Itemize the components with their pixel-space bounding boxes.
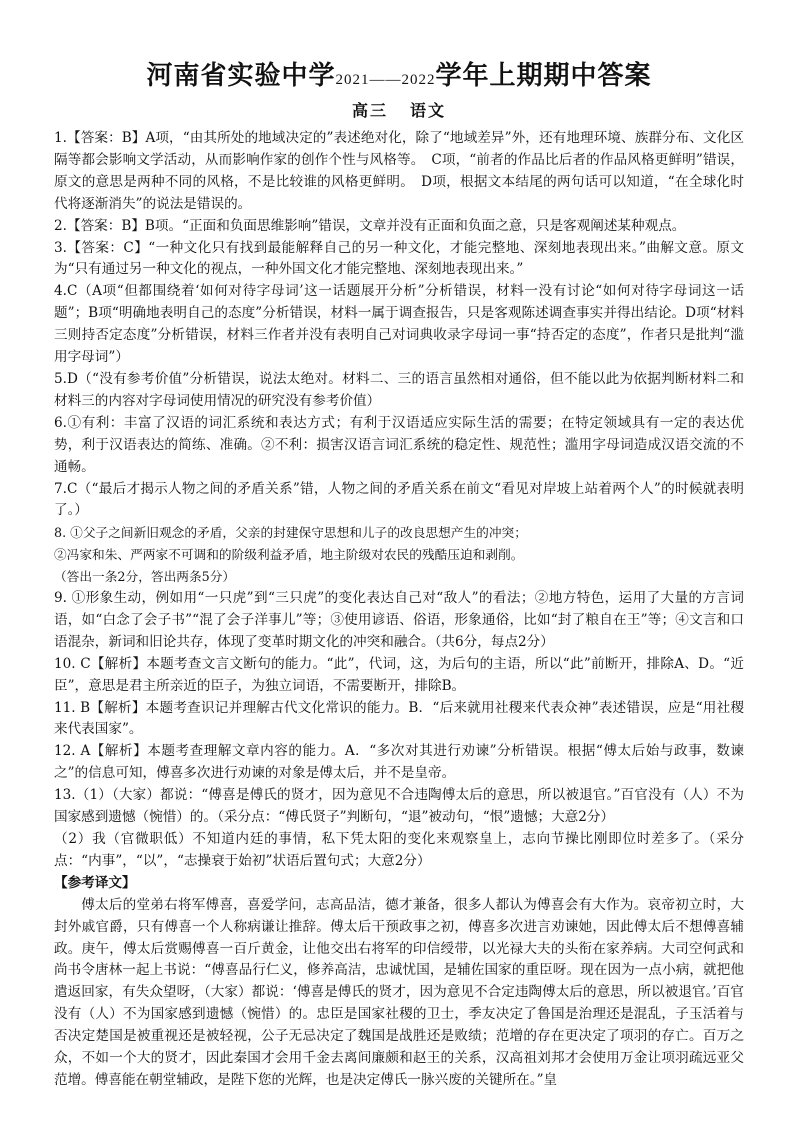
answer-item-5: 5.D（“没有参考价值”分析错误，说法太绝对。材料二、三的语言虽然相对通俗，但不能以此为依据判断材料二和材料三的内容对字母词使用情况的研究没有参考价值）: [54, 370, 744, 409]
answer-item-1: 1.【答案：B】A项，“由其所处的地域决定的”表述绝对化，除了“地域差异”外，还有地理环境、族群分布、文化区隔等都会影响文学活动，从而影响作家的创作个性与风格等。 C项，“前者的作品比后者的作品风格更鲜明”错误，原文的意思是两种不同的风格，不是比较谁的风格更鲜明。 D项，根据文本结尾的两句话可以知道，“在全球化时代将逐渐消失”的说法是错误的。: [54, 130, 744, 212]
answer-item-7: 7.C（“最后才揭示人物之间的矛盾关系”错，人物之间的矛盾关系在前文“看见对岸坡上站着两个人”的时候就表明了。）: [54, 480, 744, 519]
translation-heading: 【参考译文】: [54, 874, 136, 891]
title-years: 2021——2022: [335, 72, 436, 88]
answer-item-3: 3.【答案：C】“一种文化只有找到最能解释自己的另一种文化，才能完整地、深刻地表现出来。”曲解文意。原文为“只有通过另一种文化的视点，一种外国文化才能完整地、深刻地表现出来。”: [54, 239, 744, 278]
answer-item-10: 10. C【解析】本题考查文言文断句的能力。“此”，代词，这，为后句的主语，所以“此”前断开，排除A、D。“近臣”，意思是君主所亲近的臣子，为独立词语，不需要断开，排除B。: [54, 655, 744, 694]
subject-label: 语文: [410, 101, 447, 120]
answer-sheet-page: [54, 58, 744, 1092]
answer-item-12: 12. A【解析】本题考查理解文章内容的能力。A．“多次对其进行劝谏”分析错误。根据“傅太后始与政事，数谏之”的信息可知，傅喜多次进行劝谏的对象是傅太后，并不是皇帝。: [54, 743, 744, 782]
grade-label: 高三: [351, 101, 388, 120]
answer-item-13-part-2: （2）我（官微职低）不知道内廷的事情，私下凭太阳的变化来观察皇上，志向节操比刚即位时差多了。（采分点：“内事”，“以”，“志操衰于始初”状语后置句式；大意2分）: [54, 831, 744, 869]
answer-item-2: 2.【答案：B】B项。“正面和负面思维影响”错误，文章并没有正面和负面之意，只是客观阐述某种观点。: [54, 217, 686, 234]
answer-item-8-point-1: 8. ①父子之间新旧观念的矛盾，父亲的封建保守思想和儿子的改良思想产生的冲突；: [54, 525, 527, 541]
answer-item-8-scoring: （答出一条2分，答出两条5分）: [54, 569, 236, 585]
answer-item-9: 9. ①形象生动，例如用“一只虎”到“三只虎”的变化表达自己对“敌人”的看法；②地方特色，运用了大量的方言词语，如“白念了会子书”“混了会子洋事儿”等；③使用谚语、俗语，形象通俗，比如“封了粮自在王”等；④文言和口语混杂，新词和旧论共存，体现了变革时期文化的冲突和融合。（共6分，每点2分）: [54, 590, 744, 650]
answer-item-13-part-1: 13.（1）（大家）都说：“傅喜是傅氏的贤才，因为意见不合违陶傅太后的意思，所以被退官。”百官没有（人）不为国家感到遗憾（惋惜）的。（采分点：“傅氏贤子”判断句，“退”被动句，“恨”遗憾；大意2分）: [54, 787, 744, 826]
answer-item-11: 11. B【解析】本题考查识记并理解古代文化常识的能力。B．“后来就用社稷来代表众神”表述错误，应是“用社稷来代表国家”。: [54, 699, 744, 738]
answer-item-8-point-2: ②冯家和朱、严两家不可调和的阶级利益矛盾，地主阶级对农民的残酷压迫和剥削。: [54, 547, 524, 563]
title-prefix: 河南省实验中学: [146, 61, 336, 91]
translation-text: 傅太后的堂弟右将军傅喜，喜爱学问，志高品洁，德才兼备，很多人都认为傅喜会有大作为。哀帝初立时，大封外戚官爵，只有傅喜一个人称病谦让推辞。傅太后干预政事之初，傅喜多次进言劝谏她，因此傅太后不想傅喜辅政。庚午，傅太后赏赐傅喜一百斤黄金，让他交出右将军的印信绶带，以光禄大夫的头衔在家养病。大司空何武和尚书令唐林一起上书说：“傅喜品行仁义，修养高洁，忠诚忧国，是辅佐国家的重臣呀。现在因为一点小病，就把他遣返回家，有失众望呀，（大家）都说：‘傅喜是傅氏的贤才，因为意见不合定违陶傅太后的意思，所以被退官。’百官没有（人）不为国家感到遗憾（惋惜）的。忠臣是国家社稷的卫士，季友决定了鲁国是治理还是混乱，子玉活着与否决定楚国是被重视还是被轻视，公子无忌决定了魏国是战胜还是败绩；范增的存在更决定了项羽的存亡。百万之众，不如一个大的贤才，因此秦国才会用千金去离间廉颇和赵王的关系，汉高祖刘邦才会使用万金让项羽疏远亚父范增。傅喜能在朝堂辅政，是陛下您的光辉，也是决定傅氏一脉兴废的关键所在。”皇: [54, 896, 744, 1088]
page-title: [54, 58, 744, 94]
title-suffix: 学年上期期中答案: [435, 61, 652, 91]
answer-item-6: 6.①有利：丰富了汉语的词汇系统和表达方式；有利于汉语适应实际生活的需要；在特定领域具有一定的表达优势，利于汉语表达的简练、准确。②不利：损害汉语言词汇系统的稳定性、规范性；滥用字母词造成汉语交流的不通畅。: [54, 414, 744, 475]
page-subtitle: [54, 98, 744, 124]
answer-item-4: 4.C（A项“但都围绕着‘如何对待字母词’这一话题展开分析”分析错误，材料一没有讨论“如何对待字母词这一话题”；B项“明确地表明自己的态度”分析错误，材料一属于调查报告，只是客观陈述调查事实并得出结论。D项“材料三则持否定态度”分析错误，材料三作者并没有表明自己对词典收录字母词一事“持否定的态度”，作者只是批判“滥用字母词”）: [54, 283, 744, 366]
